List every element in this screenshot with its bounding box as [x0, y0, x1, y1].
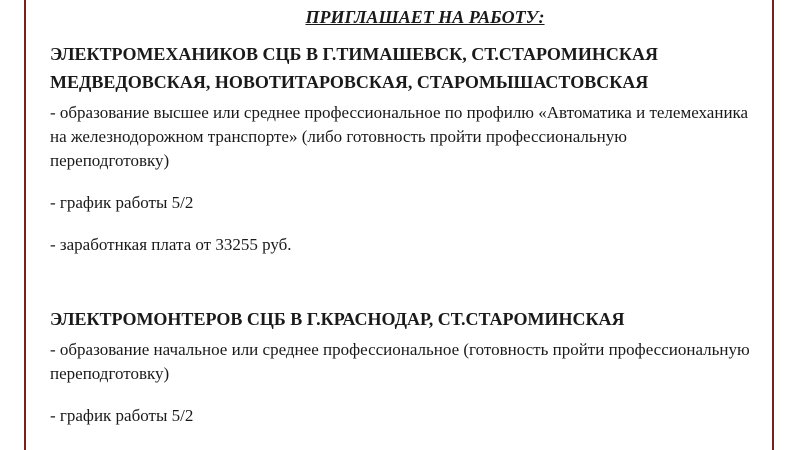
requirement-salary: - заработнкая плата от 33255 руб.: [50, 235, 292, 254]
section-title-line: ЭЛЕКТРОМЕХАНИКОВ СЦБ В Г.ТИМАШЕВСК, СТ.СТАРОМИНСКАЯ: [50, 44, 658, 64]
page-border-right: [772, 0, 774, 450]
page-heading: ПРИГЛАШАЕТ НА РАБОТУ:: [305, 7, 545, 27]
document-content: [50, 4, 750, 446]
section-title-line: ЭЛЕКТРОМОНТЕРОВ СЦБ В Г.КРАСНОДАР, СТ.СТАРОМИНСКАЯ: [50, 309, 625, 329]
requirement-schedule: - график работы 5/2: [50, 406, 194, 425]
vacancy-section-electricians: [50, 305, 750, 428]
requirement-education: - образование высшее или среднее профессиональное по профилю «Автоматика и телемеханика на железнодорожном транспорте» (либо готовность пройти профессиональную переподготовку): [50, 103, 749, 170]
page-border-left: [24, 0, 26, 450]
section-title: [50, 305, 750, 333]
vacancy-section-electromechanics: [50, 40, 750, 257]
section-title-line: МЕДВЕДОВСКАЯ, НОВОТИТАРОВСКАЯ, СТАРОМЫШАСТОВСКАЯ: [50, 72, 649, 92]
requirement-schedule: - график работы 5/2: [50, 193, 194, 212]
section-title: [50, 40, 750, 96]
section-spacer: [50, 275, 750, 305]
requirement-education: - образование начальное или среднее профессиональное (готовность пройти профессиональную переподготовку): [50, 340, 750, 383]
